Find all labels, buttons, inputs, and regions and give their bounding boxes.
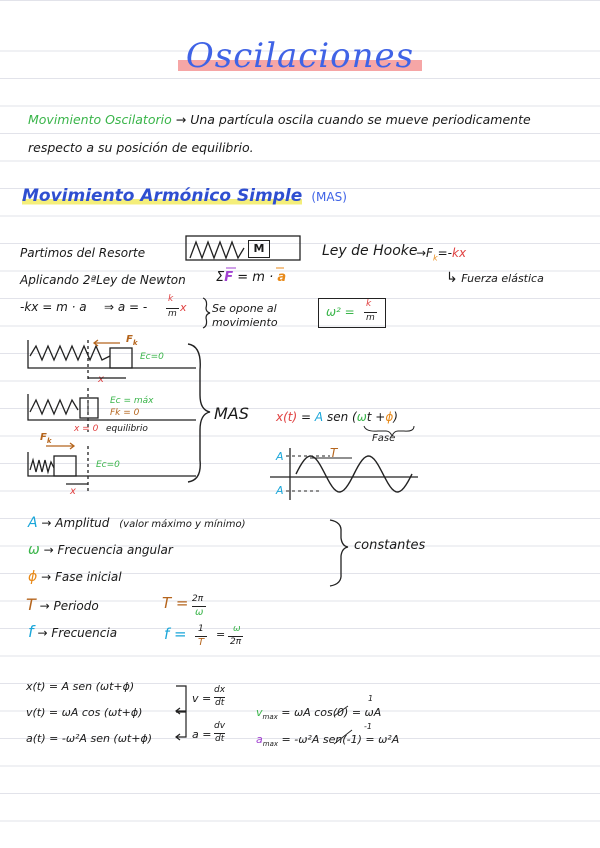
diagram1-x: x [98,374,104,385]
vmax-one: 1 [368,694,374,703]
derivation-implies: ⇒ a = - [104,300,148,314]
kin-v: v(t) = ωA cos (ωt+ϕ) [26,706,143,719]
diagram3-ec0: Ec=0 [96,460,120,470]
freq-den2: 2π [230,637,242,647]
sine-period-T: T [330,446,338,460]
freq-num: 1 [198,624,204,634]
note-opone: Se opone al [212,302,277,315]
newton-formula: ΣF = m · a [216,270,287,285]
sine-axis-A-top: A [276,450,284,463]
fase-brace [364,426,414,436]
kinematics-arrows [176,686,352,744]
a-def-den: dt [215,734,225,744]
diagram2-fk0: Fk = 0 [110,408,140,418]
freq-den: T [195,636,207,648]
a-def-num: dv [214,721,226,731]
hooke-label: Ley de Hooke [322,243,418,259]
page-title: Oscilaciones [0,36,600,76]
freq-eq2: = [216,628,226,641]
const-frecuencia-angular: ω → Frecuencia angular [28,542,173,558]
fuerza-elastica: ↳ Fuerza elástica [446,270,544,286]
mas-heading-title: Movimiento Armónico Simple [22,186,303,206]
diagram1-ec0: Ec=0 [140,352,164,362]
period-eq: T = [162,594,189,612]
diagram1-fk: $F_k$ [126,334,138,347]
freq-eq: f = [164,625,187,643]
a-def: a = [192,728,212,741]
derivation-k: k [168,294,174,304]
constantes-label: constantes [354,538,426,553]
period-den: ω [192,606,206,618]
spring-mass-block: M [248,240,270,258]
sine-fase: Fase [372,433,396,444]
spring-diagram-3 [28,443,196,492]
sine-axis-A-bottom: A [276,484,284,497]
note-movimiento: movimiento [212,316,278,329]
constants-brace [330,520,348,586]
derivation-x: x [180,301,187,314]
sine-graph [270,448,418,500]
v-def: v = [192,692,212,705]
omega-box-k: k [366,299,372,309]
mas-heading-abbr: (MAS) [311,190,347,204]
newton-text: Aplicando 2ªLey de Newton [20,273,186,287]
kin-a: a(t) = -ω²A sen (ωt+ϕ) [26,732,153,745]
spring-top-drawing [186,236,300,260]
intro-line-2: respecto a su posición de equilibrio. [28,140,254,155]
diagram2-equilibrio: equilibrio [106,424,148,434]
resorte-text: Partimos del Resorte [20,246,146,260]
mas-brace-label: MAS [214,404,249,423]
omega-box-eq: ω² = [326,305,355,319]
period-num: 2π [192,594,204,604]
omega-box-m: m [366,313,375,323]
const-frecuencia: f → Frecuencia [28,622,118,641]
derivation-brace [203,298,210,328]
const-amplitud: A → Amplitud (valor máximo y mínimo) [28,515,246,531]
const-fase-inicial: ϕ → Fase inicial [28,569,122,585]
amax-line: $a_{max} = -\omega^2A$ sen(-1) = ω²A [256,733,400,749]
diagram2-ecmax: Ec = máx [110,396,154,406]
spring-diagram-2 [28,388,196,432]
intro-term: Movimiento Oscilatorio [28,112,172,127]
derivation-m: m [168,309,177,319]
mas-brace [188,344,210,482]
diagram2-x0: x = 0 [74,424,99,434]
sine-equation: x(t) = A sen (ωt +ϕ) [276,410,398,424]
freq-num2: ω [233,624,241,634]
intro-text-1: Una partícula oscila cuando se mueve periodicamente [190,112,531,127]
intro-arrow: → [175,112,187,127]
spring-diagram-1 [28,340,196,380]
diagram3-fk: $F_k$ [40,432,52,445]
v-def-num: dx [214,685,226,695]
kin-x: x(t) = A sen (ωt+ϕ) [26,680,135,693]
derivation-line: -kx = m · a [20,300,87,314]
vmax-line: $v_{max} = \omega A$ cos(0) = ωA [256,706,382,722]
diagram3-x: x [70,486,76,497]
amax-neg1: -1 [364,722,372,731]
const-periodo: T → Periodo [26,595,99,614]
v-def-den: dt [215,698,225,708]
hooke-formula: $\to F_k=-kx$ [416,246,467,263]
